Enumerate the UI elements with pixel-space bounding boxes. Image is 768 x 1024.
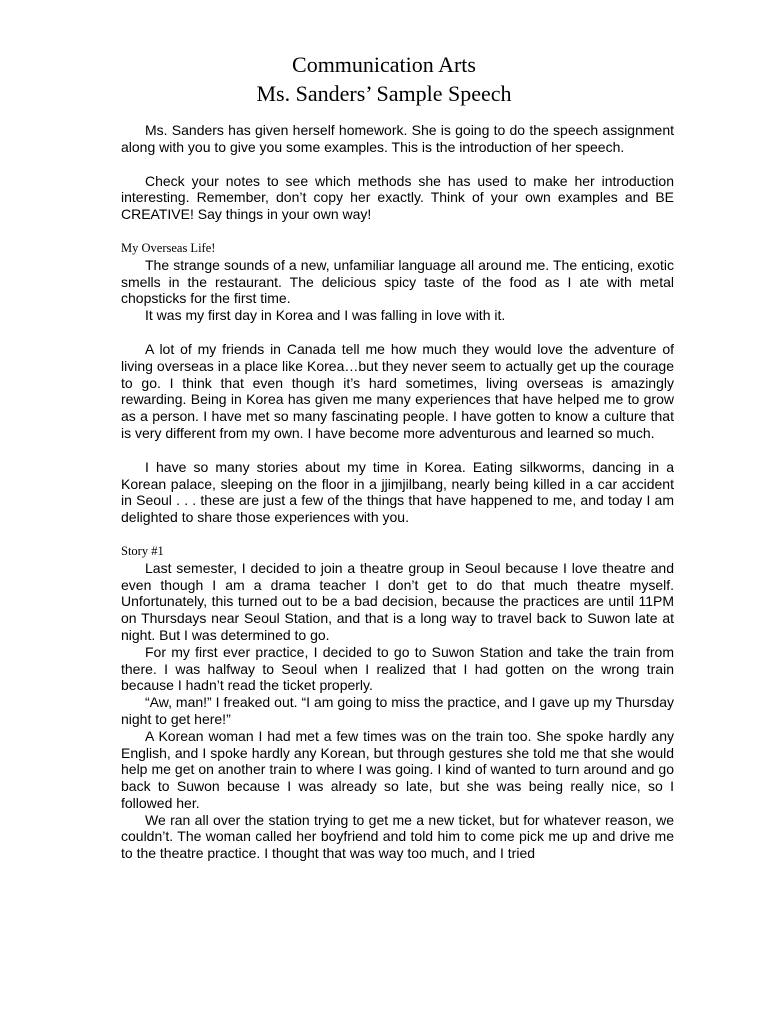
story-paragraph-3: “Aw, man!” I freaked out. “I am going to miss the practice, and I gave up my Thursday night to get here!” xyxy=(121,694,674,727)
page-subtitle: Ms. Sanders’ Sample Speech xyxy=(256,81,512,106)
story-paragraph-5: We ran all over the station trying to get me a new ticket, but for whatever reason, we couldn’t. The woman called her boyfriend and told him to come pick me up and drive me to the theatre practice. I thought that was way too much, and I tried xyxy=(121,811,674,862)
title-block xyxy=(0,50,768,108)
story-paragraph-1: Last semester, I decided to join a theatre group in Seoul because I love theatre and even though I am a drama teacher I don’t get to do that much theatre myself. Unfortunately, this turned out to be a bad decision, because the practices are until 11PM on Thursdays near Seoul Station, and that is a long way to travel back to Suwon late at night. But I was determined to go. xyxy=(121,559,674,643)
speech-paragraph-4: I have so many stories about my time in Korea. Eating silkworms, dancing in a Korean palace, sleeping on the floor in a jjimjilbang, nearly being killed in a car accident in Seoul . . . these are just a few of the things that have happened to me, and today I am delighted to share those experiences with you. xyxy=(121,458,674,526)
story-heading: Story #1 xyxy=(121,543,164,558)
page-title: Communication Arts xyxy=(292,52,476,77)
intro-paragraph-1: Ms. Sanders has given herself homework. She is going to do the speech assignment along with you to give you some examples. This is the introduction of her speech. xyxy=(121,122,674,155)
document-body xyxy=(121,122,674,862)
speech-heading: My Overseas Life! xyxy=(121,240,216,255)
intro-paragraph-2: Check your notes to see which methods she has used to make her introduction interesting. Remember, don’t copy her exactly. Think of your own examples and BE CREATIVE! Say things in your own way! xyxy=(121,172,674,223)
story-paragraph-4: A Korean woman I had met a few times was on the train too. She spoke hardly any English, and I spoke hardly any Korean, but through gestures she told me that she would help me get on another train to where I was going. I kind of wanted to turn around and go back to Suwon because I was already so late, but she was being really nice, so I followed her. xyxy=(121,727,674,811)
story-paragraph-2: For my first ever practice, I decided to go to Suwon Station and take the train from there. I was halfway to Seoul when I realized that I had gotten on the wrong train because I hadn’t read the ticket properly. xyxy=(121,643,674,694)
speech-paragraph-1: The strange sounds of a new, unfamiliar language all around me. The enticing, exotic smells in the restaurant. The delicious spicy taste of the food as I ate with metal chopsticks for the first time. xyxy=(121,256,674,307)
speech-paragraph-3: A lot of my friends in Canada tell me how much they would love the adventure of living overseas in a place like Korea…but they never seem to actually get up the courage to go. I think that even though it’s hard sometimes, living overseas is amazingly rewarding. Being in Korea has given me many experiences that have helped me to grow as a person. I have met so many fascinating people. I have gotten to know a culture that is very different from my own. I have become more adventurous and learned so much. xyxy=(121,340,674,441)
speech-paragraph-2: It was my first day in Korea and I was falling in love with it. xyxy=(145,307,506,324)
